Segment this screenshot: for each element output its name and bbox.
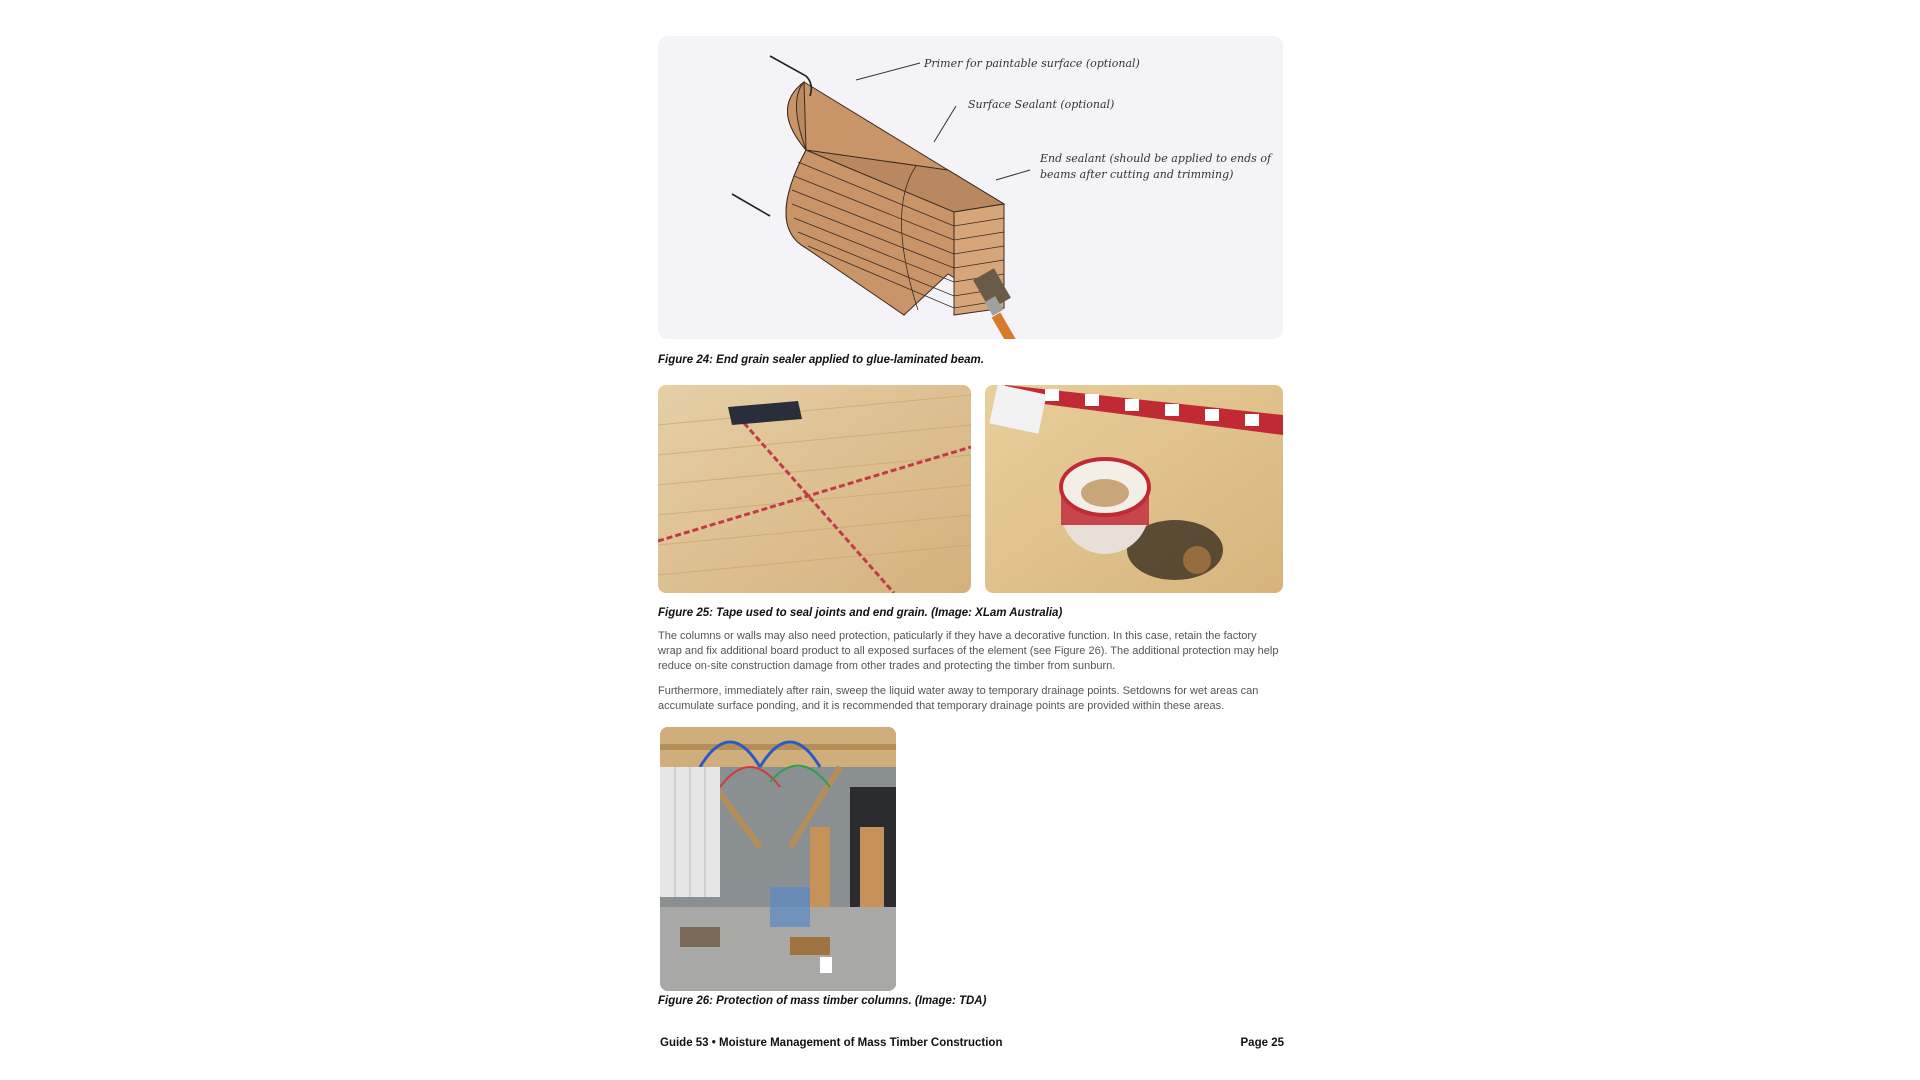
figure-24-caption: Figure 24: End grain sealer applied to glue-laminated beam. xyxy=(658,354,984,366)
footer-page-number: Page 25 xyxy=(1240,1037,1284,1049)
paragraph-drainage: Furthermore, immediately after rain, sweep the liquid water away to temporary drainage points. Setdowns for wet areas can accumulate surface ponding, and it is recommended that temporary drainage points are provided within these areas. xyxy=(658,685,1259,712)
figure-25-photo-panels xyxy=(658,385,971,593)
figure-25-photo-tape-roll xyxy=(985,385,1283,593)
annotation-surface-sealant: Surface Sealant (optional) xyxy=(968,98,1115,111)
annotation-primer: Primer for paintable surface (optional) xyxy=(924,57,1140,70)
annotation-end-sealant-2: beams after cutting and trimming) xyxy=(1040,168,1234,181)
figure-26-caption: Figure 26: Protection of mass timber columns. (Image: TDA) xyxy=(658,995,987,1007)
footer-guide-title: Guide 53 • Moisture Management of Mass Timber Construction xyxy=(660,1037,1003,1049)
annotation-end-sealant-1: End sealant (should be applied to ends of xyxy=(1040,152,1272,165)
document-page xyxy=(658,0,1284,1080)
figure-26-photo xyxy=(660,727,896,991)
paragraph-column-protection: The columns or walls may also need protection, paticularly if they have a decorative function. In this case, retain the factory wrap and fix additional board product to all exposed surfaces of the element (see Figure 26). The additional protection may help reduce on-site construction damage from other trades and protecting the timber from sunburn. xyxy=(658,630,1279,672)
figure-24-illustration xyxy=(658,36,1283,339)
figure-25-caption: Figure 25: Tape used to seal joints and end grain. (Image: XLam Australia) xyxy=(658,607,1063,619)
break-line-bottom xyxy=(732,194,770,216)
